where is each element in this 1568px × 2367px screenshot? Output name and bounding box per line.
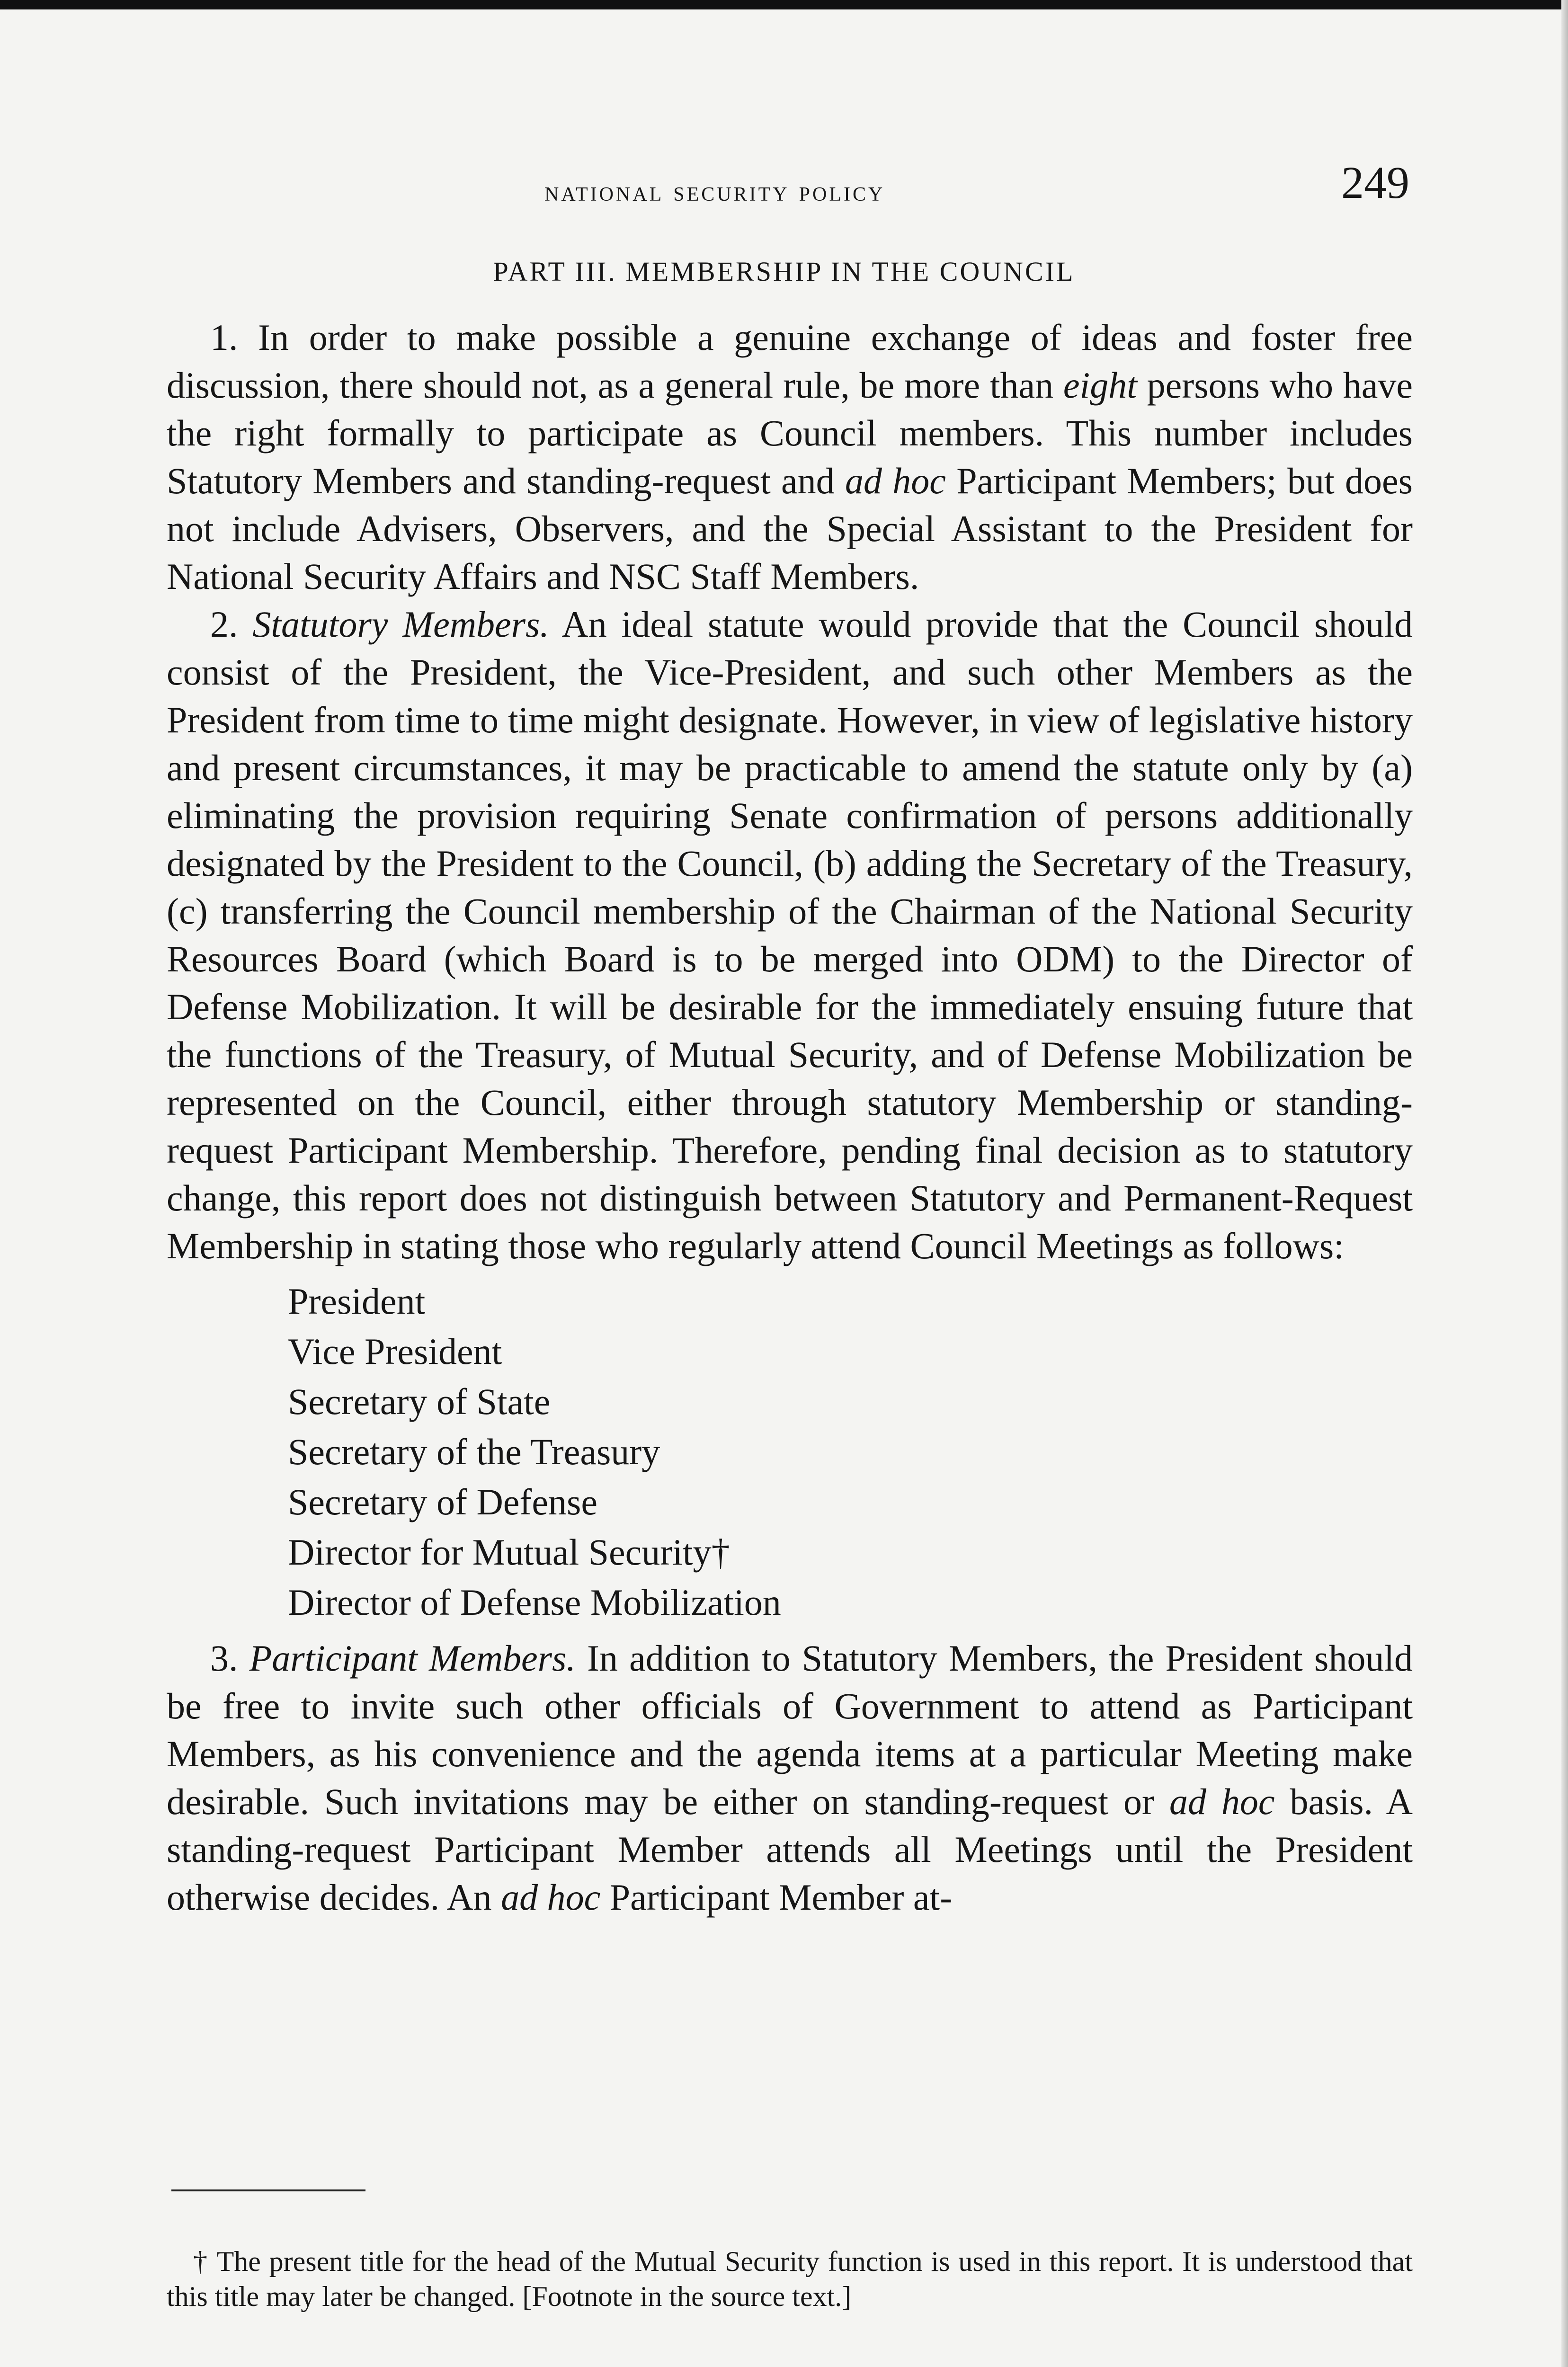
members-list xyxy=(288,1276,1413,1628)
paragraph-2-heading: Statutory Members. xyxy=(252,604,549,645)
paragraph-1-emphasis-ad-hoc: ad hoc xyxy=(845,460,946,501)
body-text xyxy=(167,313,1413,1921)
paragraph-3-text-c: Participant Member at- xyxy=(600,1877,953,1918)
footnote-divider xyxy=(171,2189,365,2191)
top-edge-rule xyxy=(0,0,1568,9)
paragraph-2-text: An ideal statute would provide that the Council should consist of the President, the Vice-President, and such other Members as the President from time to time might designate. However, in view of legislative history and present circumstances, it may be practicable to amend the statute only by (a) eliminating the provision requiring Senate confirmation of persons additionally designated by the President to the Council, (b) adding the Secretary of the Treasury, (c) transferring the Council membership of the Chairman of the National Security Resources Board (which Board is to be merged into ODM) to the Director of Defense Mobilization. It will be desirable for the immediately ensuing future that the functions of the Treasury, of Mutual Security, and of Defense Mobilization be represented on the Council, either through statutory Membership or standing-request Participant Membership. Therefore, pending final decision as to statutory change, this report does not distinguish between Statutory and Permanent-Request Membership in stating those who regularly attend Council Meetings as follows: xyxy=(167,604,1413,1266)
list-item: Secretary of Defense xyxy=(288,1481,597,1522)
list-item: Secretary of State xyxy=(288,1381,551,1422)
paragraph-3-text-a: In addition to Statutory Members, the President should be free to invite such other officials of Government to attend as Participant Members, as his convenience and the agenda items at a particular Meeting make desirable. Such invitations may be either on standing-request or xyxy=(167,1637,1413,1822)
list-item: Secretary of the Treasury xyxy=(288,1431,660,1472)
paragraph-3-emphasis-ad-hoc-2: ad hoc xyxy=(501,1877,601,1918)
part-heading: PART III. MEMBERSHIP IN THE COUNCIL xyxy=(493,256,1075,287)
paragraph-1-text-a: 1. In order to make possible a genuine exchange of ideas and foster free discussion, there should not, as a general rule, be more than xyxy=(167,317,1413,406)
paragraph-2 xyxy=(167,600,1413,1270)
paragraph-1-text-b: persons who have the right formally to participate as Council members. This number includes Statutory Members and standing-request and xyxy=(167,365,1413,501)
page-number: 249 xyxy=(1341,157,1409,208)
page-edge-shadow xyxy=(1561,0,1568,2367)
paragraph-3-emphasis-ad-hoc: ad hoc xyxy=(1169,1781,1275,1822)
paragraph-3-text-b: basis. A standing-request Participant Member attends all Meetings until the President otherwise decides. An xyxy=(167,1781,1413,1918)
paragraph-3-number: 3. xyxy=(210,1637,249,1679)
paragraph-3 xyxy=(167,1634,1413,1921)
list-item: Director for Mutual Security† xyxy=(288,1531,730,1573)
footnote: † The present title for the head of the Mutual Security function is used in this report. It is understood that this title may later be changed. [Footnote in the source text.] xyxy=(167,2246,1413,2312)
list-item: Director of Defense Mobilization xyxy=(288,1582,781,1623)
paragraph-2-number: 2. xyxy=(210,604,253,645)
running-head: national security policy xyxy=(544,176,885,207)
list-item: President xyxy=(288,1281,426,1322)
paragraph-1-text-c: Participant Members; but does not include Advisers, Observers, and the Special Assistant to the President for National Security Affairs and NSC Staff Members. xyxy=(167,460,1413,597)
paragraph-1 xyxy=(167,313,1413,600)
paragraph-3-heading: Participant Members. xyxy=(249,1637,576,1679)
paragraph-1-emphasis-eight: eight xyxy=(1063,365,1137,406)
list-item: Vice President xyxy=(288,1331,502,1372)
